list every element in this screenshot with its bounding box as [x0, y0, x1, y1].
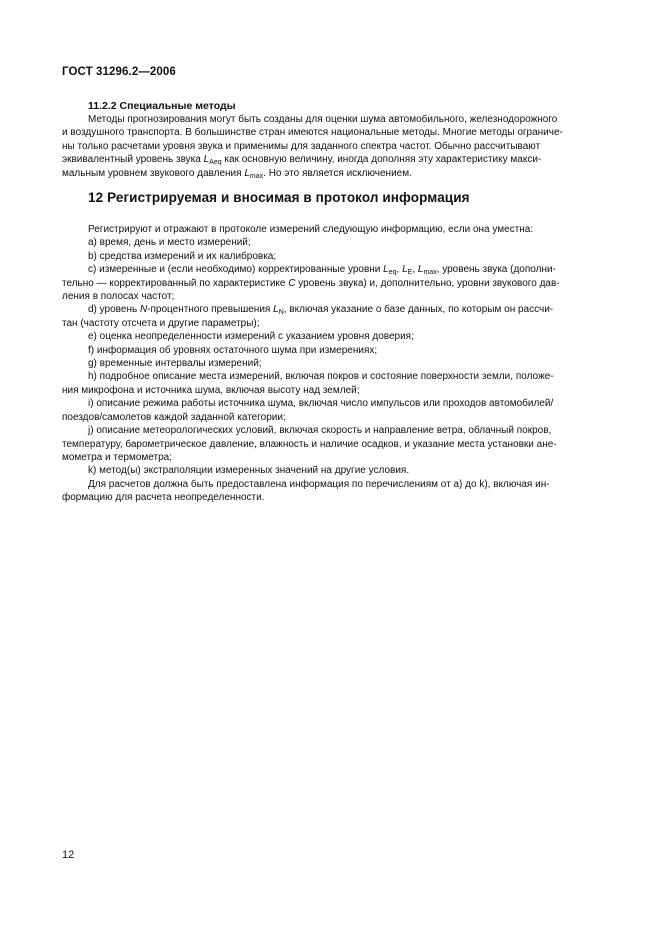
document-code: ГОСТ 31296.2—2006	[62, 66, 176, 78]
subsection-paragraph	[62, 113, 596, 180]
list-item-f: f) информация об уровнях остаточного шума при измерениях;	[88, 344, 378, 356]
list-item-i: i) описание режима работы источника шума, включая число импульсов или проходов автомобилей/	[88, 398, 554, 410]
closing-line: формацию для расчета неопределенности.	[62, 492, 265, 504]
list-item-b: b) средства измерений и их калибровка;	[88, 250, 277, 262]
subsection-title: 11.2.2 Специальные методы	[88, 100, 236, 112]
paragraph-line: мальным уровнем звукового давления $L_{max}$. Но это является исключением.	[62, 167, 412, 180]
paragraph-line: ны только расчетами уровня звука и применимы для заданного спектра частот. Обычно рассчитывают	[62, 140, 541, 152]
list-item-j-line: мометра и термометра;	[62, 451, 172, 463]
section-body	[62, 223, 596, 505]
list-item-a: а) время, день и место измерений;	[88, 237, 251, 249]
list-item-c-line: тельно — корректированный по характеристике С уровень звука) и, дополнительно, уровни звукового дав-	[62, 277, 560, 289]
list-item-j-line: температуру, барометрическое давление, влажность и наличие осадков, и указание места установки ане-	[62, 438, 557, 450]
page-number: 12	[62, 849, 75, 861]
list-item-h: h) подробное описание места измерений, включая покров и состояние поверхности земли, положе-	[88, 371, 554, 383]
paragraph-line: эквивалентный уровень звука $L_{Aeq}$ как основную величину, иногда дополняя эту характеристику макси-	[62, 154, 542, 167]
list-item-j: j) описание метеорологических условий, включая скорость и направление ветра, облачный покров,	[88, 425, 552, 437]
list-item-d-line: тан (частоту отсчета и другие параметры);	[62, 317, 260, 329]
list-item-e: е) оценка неопределенности измерений с указанием уровня доверия;	[88, 331, 414, 343]
section-intro: Регистрируют и отражают в протоколе измерений следующую информацию, если она уместна:	[88, 224, 534, 235]
list-item-d: d) уровень N-процентного превышения $L_N$, включая указание о базе данных, по которым он рассчи-	[88, 304, 554, 317]
list-item-i-line: поездов/самолетов каждой заданной категории;	[62, 411, 286, 423]
list-item-h-line: ния микрофона и источника шума, включая высоту над землей;	[62, 384, 360, 396]
list-item-c: с) измеренные и (если необходимо) корректированные уровни $L_{eq}$, $L_E$, $L_{max}$, уровень звука (дополни-	[88, 264, 556, 277]
paragraph-line: и воздушного транспорта. В большинстве стран имеются национальные методы. Многие методы ограниче-	[62, 127, 563, 139]
list-item-c-line: ления в полосах частот;	[62, 291, 175, 303]
section-title: 12 Регистрируемая и вносимая в протокол информация	[88, 190, 470, 205]
list-item-g: g) временные интервалы измерений;	[88, 358, 262, 370]
paragraph-line: Методы прогнозирования могут быть созданы для оценки шума автомобильного, железнодорожного	[88, 114, 558, 125]
list-item-k: k) метод(ы) экстраполяции измеренных значений на другие условия.	[88, 465, 410, 477]
closing-line: Для расчетов должна быть предоставлена информация по перечислениям от а) до k), включая ин-	[88, 478, 550, 490]
